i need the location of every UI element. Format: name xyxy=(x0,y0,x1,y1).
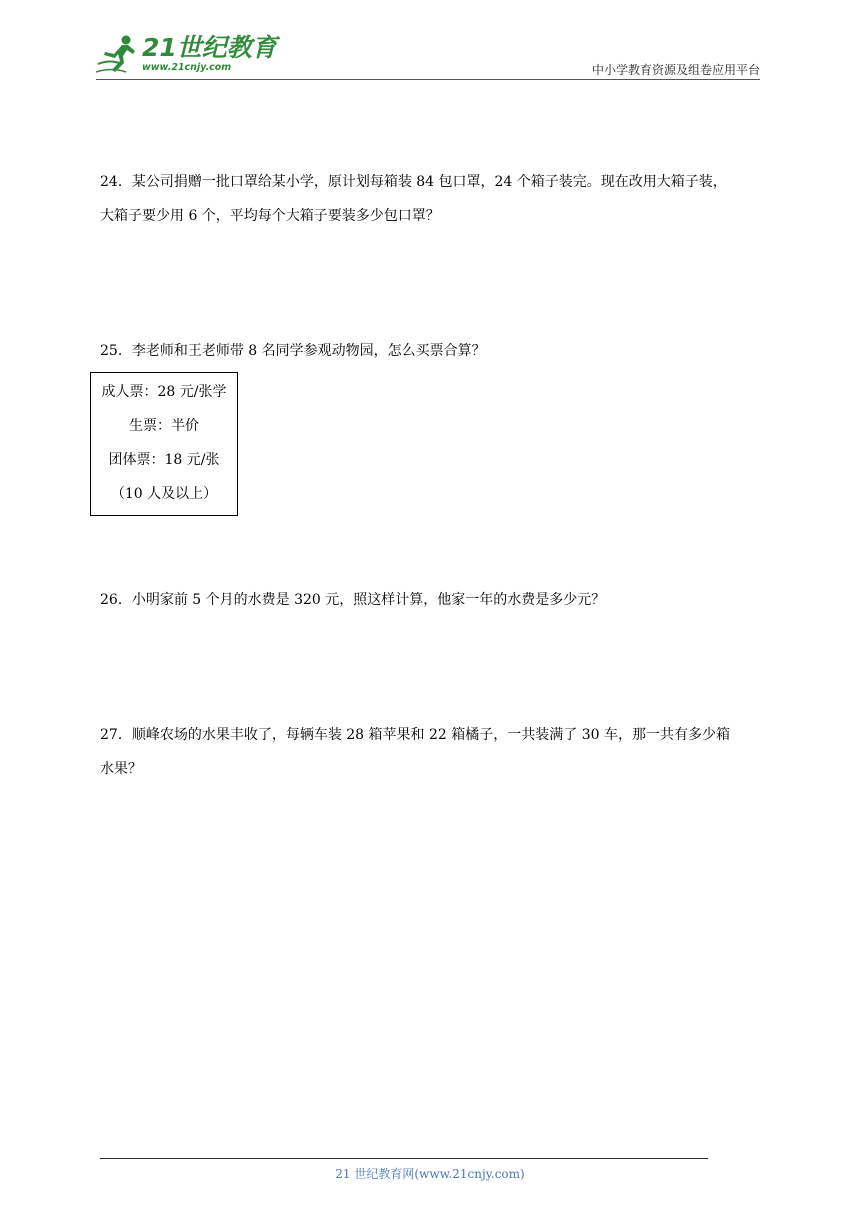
ticket-price-box xyxy=(90,372,238,516)
question-25 xyxy=(100,334,764,368)
footer-text: 21 世纪教育网(www.21cnjy.com) xyxy=(335,1167,525,1181)
page-header xyxy=(96,30,760,80)
logo-url: www.21cnjy.com xyxy=(142,62,232,73)
question-27 xyxy=(100,718,764,786)
question-line: 27．顺峰农场的水果丰收了，每辆车装 28 箱苹果和 22 箱橘子，一共装满了 30 车，那一共有多少箱 xyxy=(100,727,730,743)
price-line-group-note: （10 人及以上） xyxy=(110,486,218,502)
price-line-student: 生票：半价 xyxy=(129,418,199,434)
question-line: 大箱子要少用 6 个，平均每个大箱子要装多少包口罩？ xyxy=(100,208,440,224)
price-line-adult: 成人票：28 元/张学 xyxy=(101,384,227,400)
question-line: 25．李老师和王老师带 8 名同学参观动物园，怎么买票合算？ xyxy=(100,343,486,359)
logo xyxy=(96,30,277,78)
question-line: 水果？ xyxy=(100,761,142,777)
price-line-group: 团体票：18 元/张 xyxy=(108,452,220,468)
question-line: 26．小明家前 5 个月的水费是 320 元，照这样计算，他家一年的水费是多少元？ xyxy=(100,592,606,608)
question-26 xyxy=(100,583,764,617)
platform-name: 中小学教育资源及组卷应用平台 xyxy=(591,63,760,77)
footer-divider xyxy=(100,1158,708,1159)
runner-logo-icon xyxy=(96,34,140,76)
question-line: 24．某公司捐赠一批口罩给某小学，原计划每箱装 84 包口罩，24 个箱子装完。现在改用大箱子装， xyxy=(100,174,727,190)
header-divider xyxy=(96,79,760,80)
question-24 xyxy=(100,165,764,233)
logo-title: 21世纪教育 xyxy=(142,33,277,62)
